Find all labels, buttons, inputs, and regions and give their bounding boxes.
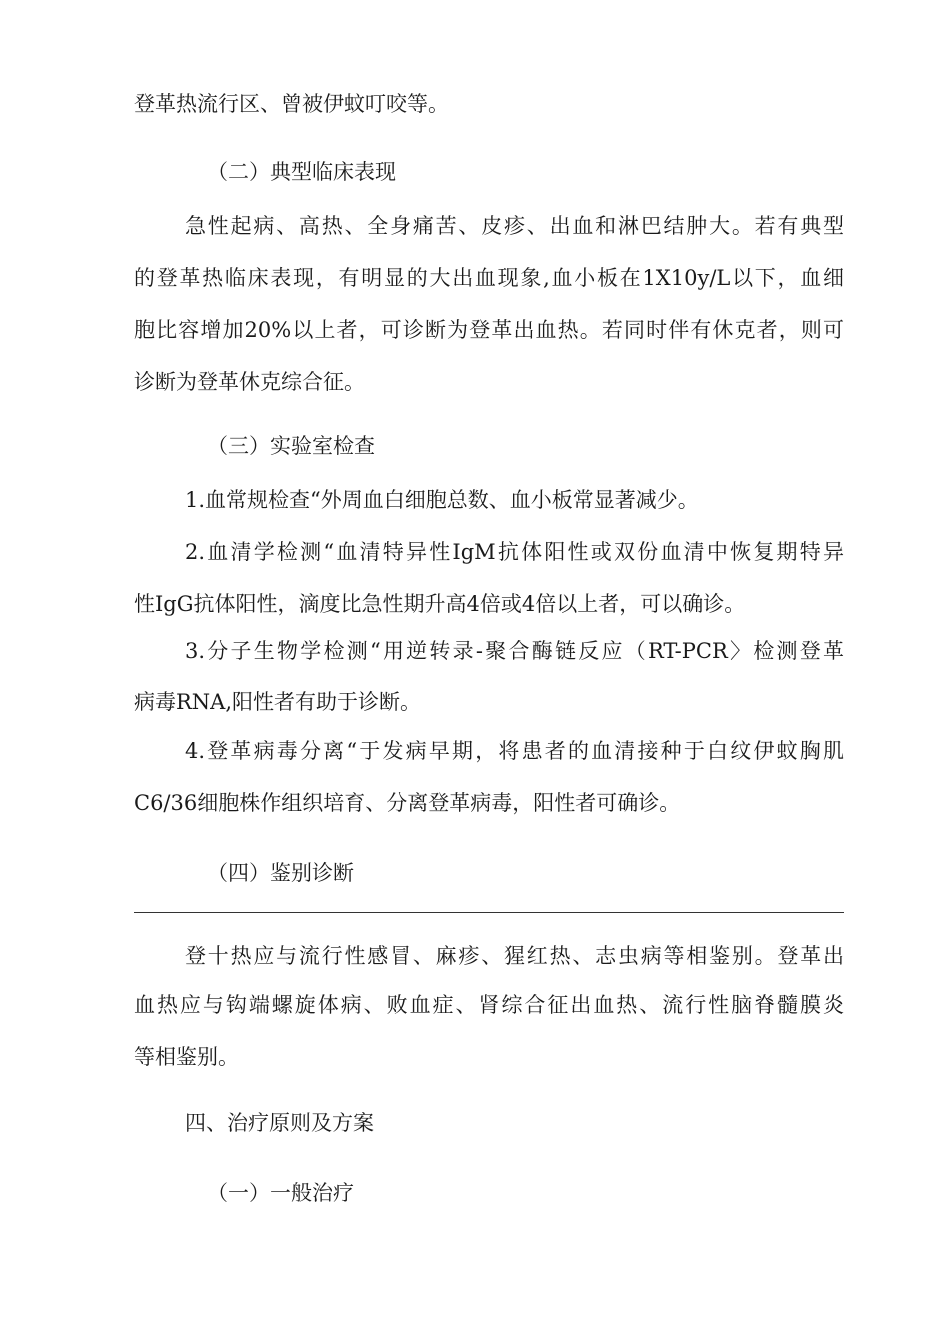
lab-item-4: 4.登革病毒分离“于发病早期，将患者的血清接种于白纹伊蚊胸肌 [185, 739, 844, 763]
lab-item-1: 1.血常规检查“外周血白细胞总数、血小板常显著减少。 [185, 488, 699, 512]
subheading-differential-diagnosis: （四）鉴别诊断 [207, 861, 354, 885]
lab-item-4-cont: C6/36细胞株作组织培育、分离登革病毒，阳性者可确诊。 [134, 791, 681, 815]
subheading-lab-tests: （三）实验室检查 [207, 434, 375, 458]
lab-item-2-cont: 性IgG抗体阳性，滴度比急性期升高4倍或4倍以上者，可以确诊。 [134, 592, 746, 616]
paragraph-line: 诊断为登革休克综合征。 [134, 370, 365, 394]
subheading-typical-clinical: （二）典型临床表现 [207, 160, 396, 184]
divider [134, 912, 844, 913]
paragraph-line: 的登革热临床表现，有明显的大出血现象,血小板在1X10y/L以下，血细 [134, 266, 844, 290]
paragraph-line: 登十热应与流行性感冒、麻疹、猩红热、志虫病等相鉴别。登革出 [185, 944, 844, 968]
lab-item-3-cont: 病毒RNA,阳性者有助于诊断。 [134, 690, 422, 714]
paragraph-line: 等相鉴别。 [134, 1045, 239, 1069]
section-heading-treatment: 四、治疗原则及方案 [185, 1111, 374, 1135]
paragraph-line: 登革热流行区、曾被伊蚊叮咬等。 [134, 92, 449, 116]
subheading-general-treatment: （一）一般治疗 [207, 1181, 354, 1205]
paragraph-line: 胞比容增加20%以上者，可诊断为登革出血热。若同时伴有休克者，则可 [134, 318, 844, 342]
paragraph-line: 血热应与钩端螺旋体病、败血症、肾综合征出血热、流行性脑脊髓膜炎 [134, 993, 844, 1017]
lab-item-2: 2.血清学检测“血清特异性IgM抗体阳性或双份血清中恢复期特异 [185, 540, 844, 564]
lab-item-3: 3.分子生物学检测“用逆转录-聚合酶链反应（RT-PCR〉检测登革 [185, 639, 844, 663]
paragraph-line: 急性起病、高热、全身痛苦、皮疹、出血和淋巴结肿大。若有典型 [185, 214, 844, 238]
